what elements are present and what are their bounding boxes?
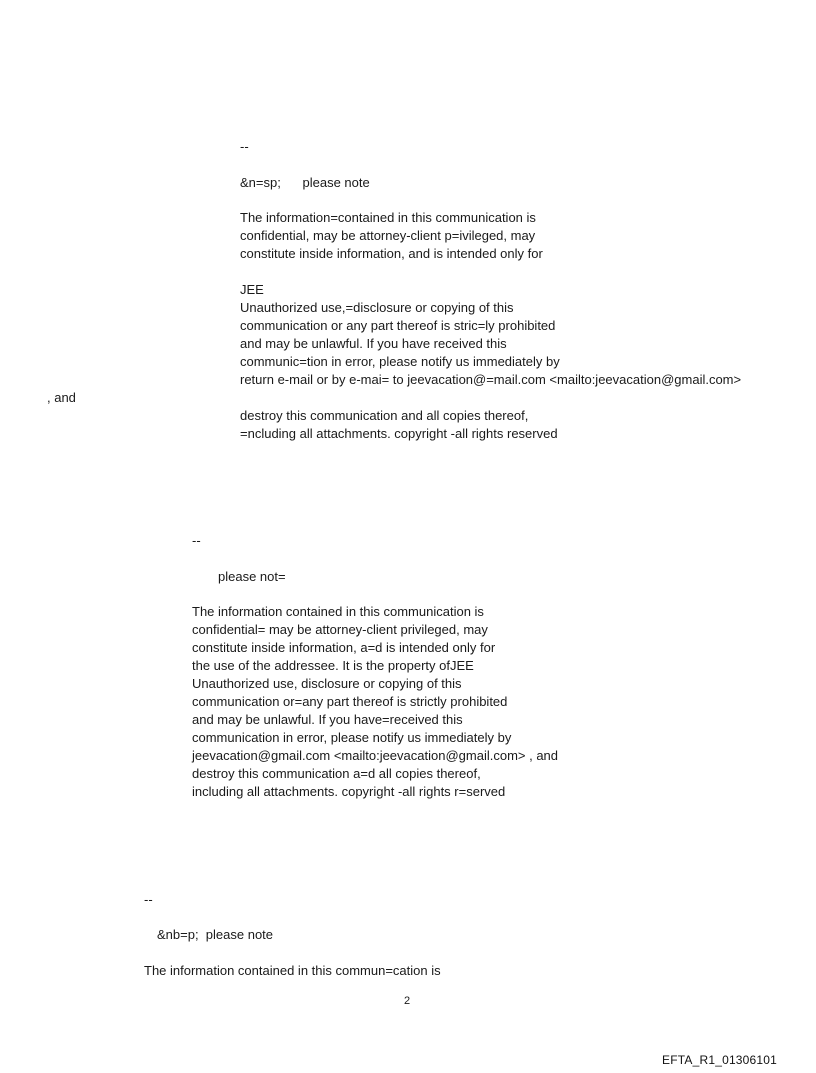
block1-para1-line: constitute inside information, and is intended only for (240, 246, 543, 261)
block1-para2-line: communication or any part thereof is stric=ly prohibited (240, 318, 556, 333)
separator-3: -- (144, 892, 153, 907)
please-note-2: please not= (218, 569, 286, 584)
block3-para-line: The information contained in this commun=cation is (144, 963, 441, 978)
block2-para-line: the use of the addressee. It is the property ofJEE (192, 658, 474, 673)
block1-para3-line: =ncluding all attachments. copyright -all rights reserved (240, 426, 558, 441)
block2-para-line: The information contained in this communication is (192, 604, 484, 619)
block2-para-line: communication or=any part thereof is strictly prohibited (192, 694, 508, 709)
block1-para2-line: JEE (240, 282, 264, 297)
block1-para3-line: destroy this communication and all copies thereof, (240, 408, 529, 423)
block2-para-line: jeevacation@gmail.com <mailto:jeevacation@gmail.com> , and (192, 748, 559, 763)
block1-para2-line: communic=tion in error, please notify us immediately by (240, 354, 560, 369)
block1-para1-line: The information=contained in this communication is (240, 210, 536, 225)
block2-para-line: confidential= may be attorney-client privileged, may (192, 622, 488, 637)
separator-1: -- (240, 139, 249, 154)
page-number: 2 (404, 995, 411, 1007)
block1-para2-line: return e-mail or by e-mai= to jeevacation@=mail.com <mailto:jeevacation@gmail.com> (240, 372, 742, 387)
please-note-1: &n=sp; please note (240, 175, 370, 190)
block1-para2-line: Unauthorized use,=disclosure or copying of this (240, 300, 514, 315)
block1-para1-line: confidential, may be attorney-client p=ivileged, may (240, 228, 536, 243)
block2-para-line: destroy this communication a=d all copies thereof, (192, 766, 481, 781)
stray-and-text: , and (47, 390, 76, 405)
block2-para-line: including all attachments. copyright -all rights r=served (192, 784, 506, 799)
block1-para2-line: and may be unlawful. If you have received this (240, 336, 507, 351)
please-note-3: &nb=p; please note (157, 927, 274, 942)
document-id: EFTA_R1_01306101 (662, 1053, 778, 1067)
block2-para-line: Unauthorized use, disclosure or copying of this (192, 676, 462, 691)
block2-para-line: constitute inside information, a=d is intended only for (192, 640, 496, 655)
separator-2: -- (192, 533, 201, 548)
block2-para-line: and may be unlawful. If you have=received this (192, 712, 463, 727)
block2-para-line: communication in error, please notify us immediately by (192, 730, 512, 745)
